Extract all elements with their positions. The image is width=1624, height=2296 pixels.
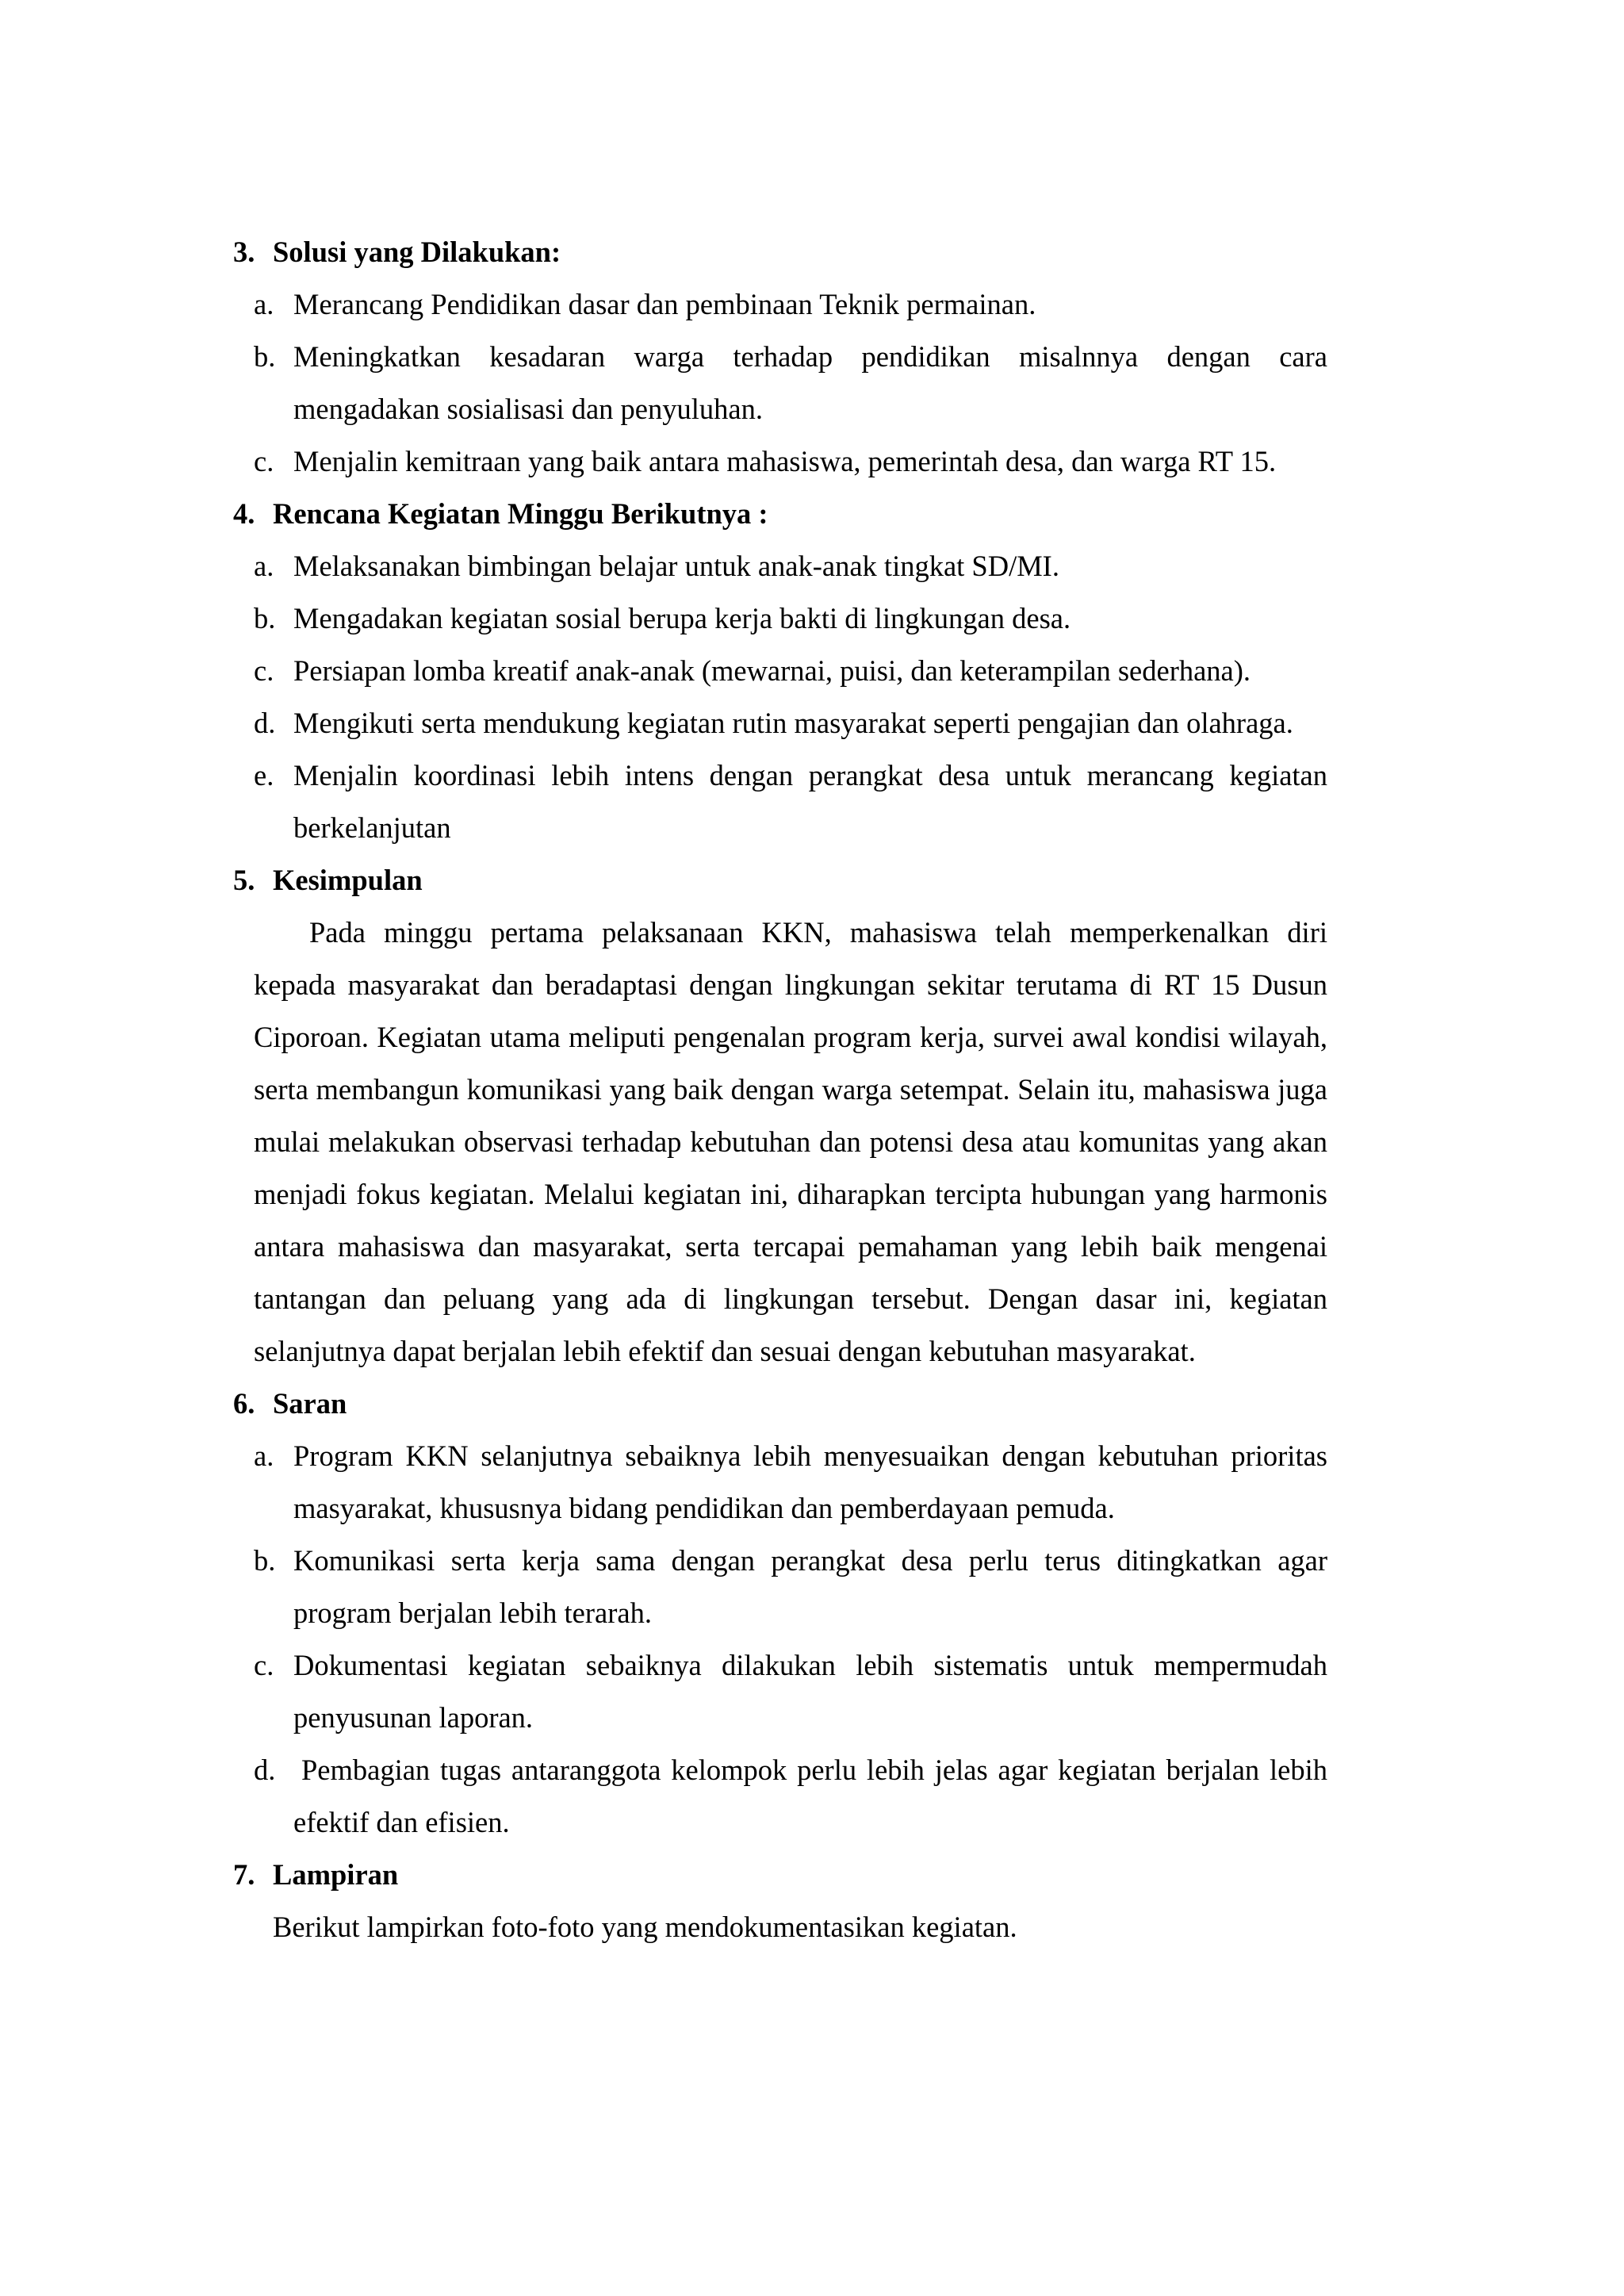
list-marker: b. — [254, 602, 276, 634]
list-marker: c. — [254, 1649, 274, 1681]
section-number: 7. — [233, 1858, 255, 1891]
list-item — [233, 749, 1327, 854]
section-number: 6. — [233, 1387, 255, 1420]
list-item — [233, 435, 1327, 488]
list-marker: a. — [254, 1439, 274, 1472]
section-number: 5. — [233, 864, 255, 896]
list-item-text: Komunikasi serta kerja sama dengan perangkat desa perlu terus ditingkatkan agar program berjalan lebih terarah. — [293, 1544, 1327, 1629]
section-heading-kesimpulan — [233, 854, 1327, 907]
list-item-text: Dokumentasi kegiatan sebaiknya dilakukan lebih sistematis untuk mempermudah penyusunan laporan. — [293, 1649, 1327, 1734]
list-item-text: Menjalin koordinasi lebih intens dengan perangkat desa untuk merancang kegiatan berkelanjutan — [293, 759, 1327, 844]
list-item — [233, 331, 1327, 435]
list-marker: a. — [254, 550, 274, 582]
section-heading-solusi — [233, 226, 1327, 278]
list-item — [233, 1639, 1327, 1744]
list-item — [233, 645, 1327, 697]
list-item-text: Mengadakan kegiatan sosial berupa kerja bakti di lingkungan desa. — [293, 602, 1071, 634]
list-marker: b. — [254, 1544, 276, 1577]
list-marker: e. — [254, 759, 274, 792]
list-item — [233, 1744, 1327, 1849]
list-item — [233, 1430, 1327, 1535]
list-item-text: Pembagian tugas antaranggota kelompok perlu lebih jelas agar kegiatan berjalan lebih efektif dan efisien. — [293, 1754, 1327, 1838]
kesimpulan-paragraph: Pada minggu pertama pelaksanaan KKN, mahasiswa telah memperkenalkan diri kepada masyarakat dan beradaptasi dengan lingkungan sekitar terutama di RT 15 Dusun Ciporoan. Kegiatan utama meliputi pengenalan program kerja, survei awal kondisi wilayah, serta membangun komunikasi yang baik dengan warga setempat. Selain itu, mahasiswa juga mulai melakukan observasi terhadap kebutuhan dan potensi desa atau komunitas yang akan menjadi fokus kegiatan. Melalui kegiatan ini, diharapkan tercipta hubungan yang harmonis antara mahasiswa dan masyarakat, serta tercapai pemahaman yang lebih baik mengenai tantangan dan peluang yang ada di lingkungan tersebut. Dengan dasar ini, kegiatan selanjutnya dapat berjalan lebih efektif dan sesuai dengan kebutuhan masyarakat. — [254, 916, 1327, 1367]
list-item — [233, 540, 1327, 592]
list-item-text: Merancang Pendidikan dasar dan pembinaan Teknik permainan. — [293, 288, 1036, 320]
list-item — [233, 592, 1327, 645]
list-item — [233, 278, 1327, 331]
section-heading-rencana — [233, 488, 1327, 540]
list-item — [233, 697, 1327, 749]
list-marker: d. — [254, 1754, 276, 1786]
list-marker: b. — [254, 340, 276, 373]
section-title: Rencana Kegiatan Minggu Berikutnya : — [273, 497, 768, 530]
list-marker: a. — [254, 288, 274, 320]
document-content — [233, 226, 1327, 1953]
list-item-text: Mengikuti serta mendukung kegiatan rutin masyarakat seperti pengajian dan olahraga. — [293, 707, 1293, 739]
list-item — [233, 1535, 1327, 1639]
list-marker: c. — [254, 654, 274, 687]
list-marker: d. — [254, 707, 276, 739]
section-number: 3. — [233, 236, 255, 268]
section-title: Lampiran — [273, 1858, 399, 1891]
list-item-text: Menjalin kemitraan yang baik antara mahasiswa, pemerintah desa, dan warga RT 15. — [293, 445, 1277, 477]
lampiran-text: Berikut lampirkan foto-foto yang mendokumentasikan kegiatan. — [273, 1911, 1017, 1943]
section-heading-lampiran — [233, 1849, 1327, 1901]
section-title: Solusi yang Dilakukan: — [273, 236, 561, 268]
list-item-text: Meningkatkan kesadaran warga terhadap pendidikan misalnnya dengan cara mengadakan sosialisasi dan penyuluhan. — [293, 340, 1327, 425]
section-number: 4. — [233, 497, 255, 530]
list-marker: c. — [254, 445, 274, 477]
list-item-text: Melaksanakan bimbingan belajar untuk anak-anak tingkat SD/MI. — [293, 550, 1059, 582]
list-item-text: Program KKN selanjutnya sebaiknya lebih menyesuaikan dengan kebutuhan prioritas masyarakat, khususnya bidang pendidikan dan pemberdayaan pemuda. — [293, 1439, 1327, 1524]
section-title: Saran — [273, 1387, 347, 1420]
section-title: Kesimpulan — [273, 864, 423, 896]
list-item-text: Persiapan lomba kreatif anak-anak (mewarnai, puisi, dan keterampilan sederhana). — [293, 654, 1251, 687]
section-heading-saran — [233, 1378, 1327, 1430]
